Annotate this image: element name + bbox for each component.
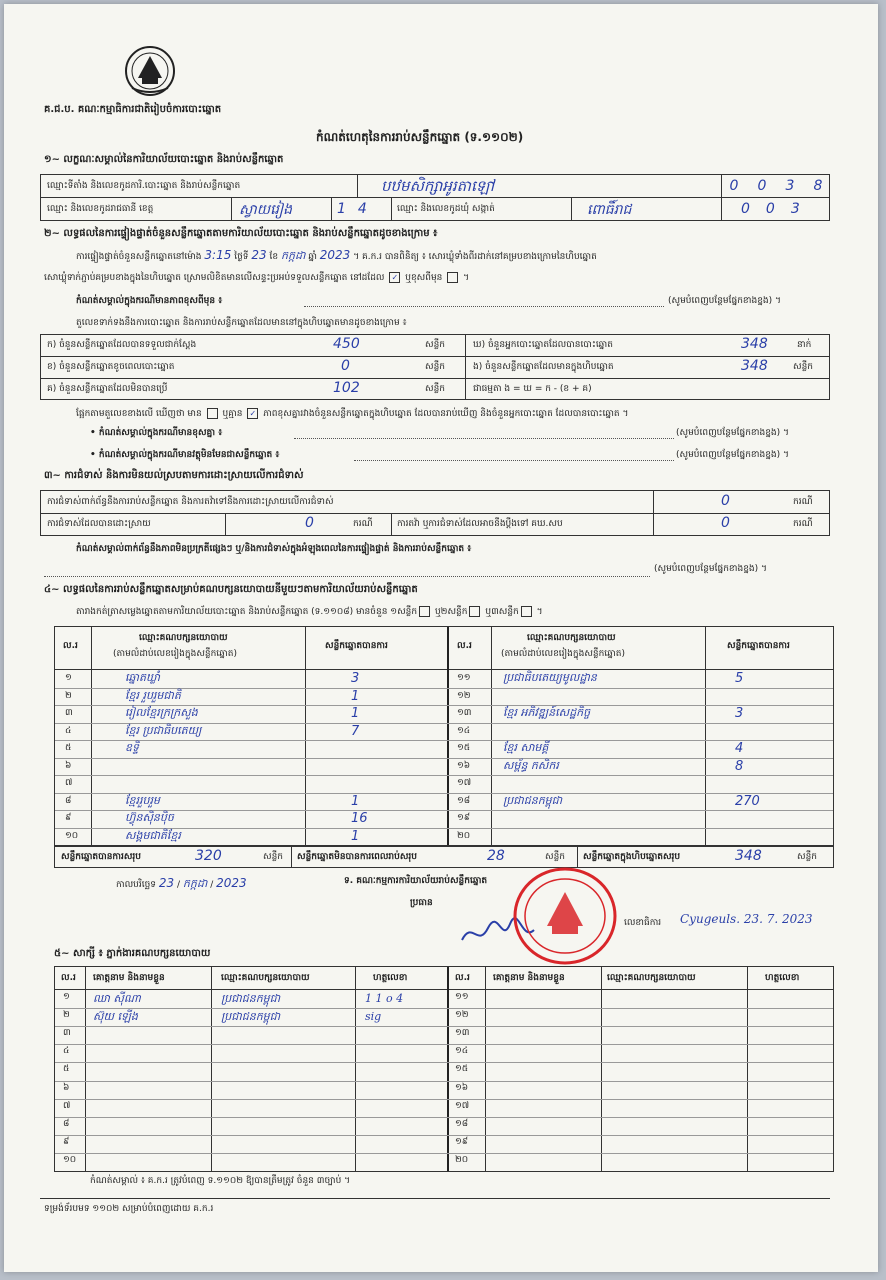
total-invalid-value: 28 <box>487 848 505 864</box>
witness-row-number: ៨ <box>63 1118 70 1129</box>
row-number: ១៥ <box>457 743 471 753</box>
two-sheets-checkbox[interactable] <box>469 606 480 617</box>
row-number: ១៧ <box>457 778 472 788</box>
row-number: ៤ <box>65 725 72 736</box>
bullet1: • កំណត់សម្គាល់ក្នុងករណីមានខុសគ្នា ៖ <box>90 428 223 438</box>
verification-day: 23 <box>251 248 267 262</box>
count-c-value: 102 <box>333 380 360 396</box>
tally-sheets-line: តារាងកត់ត្រាសម្លេងឆ្នោតតាមការិយាល័យបោះឆ្នោត និងរាប់សន្លឹកឆ្នោត (ទ.១១០៨) មានចំនួន ១សន្លឹក ឬ២សន្លឹក ឬ៣សន្លឹក ។ <box>76 607 543 617</box>
row-number: ១៦ <box>457 760 471 771</box>
party-name: ខ្មែរ អភិវឌ្ឍន៍សេដ្ឋកិច្ច <box>503 706 591 719</box>
party-votes: 1 <box>351 828 360 844</box>
witness-signature: 1 1 o 4 <box>365 992 404 1005</box>
appeal-value: 0 <box>721 515 730 531</box>
party-name: សម្ព័ន្ធ កសិករ <box>503 758 559 772</box>
form-title: កំណត់ហេតុនៃការរាប់សន្លឹកឆ្នោត (ទ.១១០២) <box>316 130 524 144</box>
witness-row-number: ១៦ <box>455 1082 469 1093</box>
verification-month: កក្កដា <box>281 249 306 262</box>
party-votes: 1 <box>351 706 360 721</box>
resolved-label: ការជំទាស់ដែលបានដោះស្រាយ <box>47 519 151 529</box>
party-votes: 1 <box>351 688 360 704</box>
section4-heading: ៤~ លទ្ធផលនៃការរាប់សន្លឹកឆ្នោតសម្រាប់គណបក្សនយោបាយនីមួយៗតាមការិយាល័យរាប់សន្លឹកឆ្នោត <box>44 584 418 595</box>
complaints-table: ការជំទាស់ពាក់ព័ន្ធនឹងការរាប់សន្លឹកឆ្នោត និងការតវ៉ាទៅនឹងការដោះស្រាយលើការជំទាស់ 0 ករណី ការជំទាស់ដែលបានដោះស្រាយ 0 ករណី ការតវ៉ា ឬការជំទាស់ដែលអាចនឹងប្តឹងទៅ គឃ.សប 0 ករណី <box>40 490 830 536</box>
official-stamp-icon <box>512 866 618 966</box>
count-d-value: 348 <box>741 336 768 352</box>
row-number: ១៤ <box>457 725 471 736</box>
count-a-label: ក) ចំនួនសន្លឹកឆ្នោតដែលបានទទួលជាក់ស្តែង <box>47 340 197 350</box>
party-name: ខ្មែររួបរួម <box>125 793 160 807</box>
nec-logo-icon <box>122 44 178 98</box>
witness-row-number: ១២ <box>455 1010 469 1021</box>
bullet1-field[interactable] <box>294 438 674 439</box>
resolved-value: 0 <box>305 515 314 531</box>
location-code: 0 0 3 8 <box>729 178 823 194</box>
witness-row-number: ៥ <box>63 1064 70 1075</box>
note1-label: កំណត់សម្គាល់ក្នុងករណីមានភាពខុសពីមុន ៖ <box>76 296 223 306</box>
party-name: ប្រជាជនកម្ពុជា <box>503 793 563 807</box>
counts-table: ក) ចំនួនសន្លឹកឆ្នោតដែលបានទទួលជាក់ស្តែង 450 សន្លឹក ឃ) ចំនួនអ្នកបោះឆ្នោតដែលបានបោះឆ្នោត 348 នាក់ ខ) ចំនួនសន្លឹកឆ្នោតខូចពេលបោះឆ្នោត 0 សន្លឹក ង) ចំនួនសន្លឹកឆ្នោតដែលមានក្នុងហិបឆ្នោត 348 សន្លឹក គ) ចំនួនសន្លឹកឆ្នោតដែលមិនបានប្រើ 102 សន្លឹក ជាធម្មតា ង = ឃ = ក - (ខ + គ) <box>40 334 830 400</box>
no-difference-checkbox[interactable]: ✓ <box>247 408 258 419</box>
irregularity-field[interactable] <box>44 576 650 577</box>
secretary-label: លេខាធិការ <box>624 918 662 928</box>
row-number: ១៣ <box>457 708 472 718</box>
same-checkbox[interactable]: ✓ <box>389 272 400 283</box>
section2-heading: ២~ លទ្ធផលនៃការផ្ទៀងផ្ទាត់ចំនួនសន្លឹកឆ្នោតតាមការិយាល័យបោះឆ្នោត និងរាប់សន្លឹកឆ្នោតដូចខាងក្រោម ៖ <box>44 228 438 239</box>
witness-rows <box>55 990 833 1171</box>
chair-label: ប្រធាន <box>410 898 433 908</box>
count-e-label: ង) ចំនួនសន្លឹកឆ្នោតដែលមានក្នុងហិបឆ្នោត <box>473 362 614 372</box>
party-votes: 16 <box>351 811 368 826</box>
commune-code: 0 0 3 <box>741 201 800 217</box>
note1-hint: (សូមបំពេញបន្ថែមផ្នែកខាងខ្នង) ។ <box>668 296 781 306</box>
count-b-value: 0 <box>341 358 350 374</box>
party-name: ខ្មែរ សាមគ្គី <box>503 741 549 754</box>
commune-label: ឈ្មោះ និងលេខកូដឃុំ សង្កាត់ <box>397 204 495 214</box>
witness-row-number: ៩ <box>63 1136 70 1147</box>
org-name: គ.ជ.ប. គណៈកម្មាធិការជាតិរៀបចំការបោះឆ្នោត <box>44 104 222 115</box>
witness-row-number: ១១ <box>455 992 469 1002</box>
witness-row-number: ២ <box>63 1010 70 1021</box>
different-checkbox[interactable] <box>447 272 458 283</box>
row-number: ២០ <box>457 830 471 841</box>
witness-row-number: ៤ <box>63 1046 70 1057</box>
footnote: កំណត់សម្គាល់ ៖ គ.ក.រ ត្រូវបំពេញ ទ.១១០២ ឱ្យបានត្រឹមត្រូវ ចំនួន ៣ច្បាប់ ។ <box>90 1176 351 1186</box>
count-formula: ជាធម្មតា ង = ឃ = ក - (ខ + គ) <box>473 384 592 394</box>
totals-row: សន្លឹកឆ្នោតបានការសរុប 320 សន្លឹក សន្លឹកឆ្នោតមិនបានការពេលរាប់សរុប 28 សន្លឹក សន្លឹកឆ្នោតក្នុងហិបឆ្នោតសរុប 348 សន្លឹក <box>54 846 834 868</box>
row-number: ៧ <box>65 778 73 788</box>
row-number: ១៨ <box>457 795 471 806</box>
witness-name: ឈា ស៊ីណា <box>93 992 141 1005</box>
appeal-label: ការតវ៉ា ឬការជំទាស់ដែលអាចនឹងប្តឹងទៅ គឃ.សប <box>397 519 563 529</box>
verification-time: 3:15 <box>204 248 232 262</box>
count-d-label: ឃ) ចំនួនអ្នកបោះឆ្នោតដែលបានបោះឆ្នោត <box>473 340 613 350</box>
note1-field[interactable] <box>304 306 664 307</box>
count-a-value: 450 <box>333 336 360 352</box>
row-number: ១២ <box>457 690 471 701</box>
total-valid-label: សន្លឹកឆ្នោតបានការសរុប <box>61 852 141 862</box>
count-b-label: ខ) ចំនួនសន្លឹកឆ្នោតខូចពេលបោះឆ្នោត <box>47 362 175 372</box>
witness-row-number: ១៧ <box>455 1100 470 1111</box>
location-label: ឈ្មោះទីតាំង និងលេខកូដការិ.បោះឆ្នោត និងរាប់សន្លឹកឆ្នោត <box>47 181 241 191</box>
footer-text: ទម្រង់ទ័របមទ ១១០២ សម្រាប់បំពេញដោយ គ.ក.រ <box>44 1204 214 1214</box>
has-difference-checkbox[interactable] <box>207 408 218 419</box>
witness-row-number: ៣ <box>63 1028 71 1039</box>
witness-row-number: ១៤ <box>455 1046 469 1057</box>
witness-party: ប្រជាជនកម្ពុជា <box>221 1010 281 1024</box>
one-sheet-checkbox[interactable] <box>419 606 430 617</box>
witness-row-number: ១៥ <box>455 1064 469 1075</box>
province-label: ឈ្មោះ និងលេខកូដរាជធានី ខេត្ត <box>47 204 154 214</box>
row-number: ៥ <box>65 743 72 753</box>
verification-line2: សោឃ្លុំទាក់ភ្ជាប់គម្របខាងក្នុងនៃហិបឆ្នោត ស្រោមលិខិតមានលើសន្ទះប្រអប់ទទួលសន្លឹកឆ្នោត នៅដដែល ✓ ឬខុសពីមុន ។ <box>44 273 470 283</box>
party-name: ប្រជាធិបតេយ្យមូលដ្ឋាន <box>503 671 597 684</box>
bullet2-field[interactable] <box>354 460 674 461</box>
section5-heading: ៥~ សាក្សី ៖ ភ្នាក់ងារគណបក្សនយោបាយ <box>54 948 211 959</box>
witness-row-number: ១៣ <box>455 1028 470 1039</box>
witness-row-number: ១០ <box>63 1154 77 1165</box>
party-name: រៀលខ្មែរក្រក្រសួង <box>125 706 198 719</box>
date-year: 2023 <box>216 876 247 890</box>
witness-row-number: ១៨ <box>455 1118 469 1129</box>
witness-table: ល.រ គោត្តនាម និងនាមខ្លួន ឈ្មោះគណបក្សនយោបាយ ហត្ថលេខា ល.រ គោត្តនាម និងនាមខ្លួន ឈ្មោះគណបក្សនយោបាយ ហត្ថលេខា ១ ឈា ស៊ីណា ប្រជាជនកម្ពុជា 1 1 o 4 ១១ ២ ស៊ុយ ឡើង ប្រជាជនកម្ពុជា sig ១២ ៣ ១៣ ៤ ១៤ ៥ ១៥ ៦ ១៦ ៧ ១៧ ៨ ១៨ ៩ ១៩ ១០ ២០ <box>54 966 834 1172</box>
verification-line1: ការផ្ទៀងផ្ទាត់ចំនួនសន្លឹកឆ្នោតនៅម៉ោង 3:15 ថ្ងៃទី 23 ខែ កក្កដា ឆ្នាំ 2023 ។ គ.ក.រ បានពិនិត្យ ៖ សោរឃ្លុំទាំងពីរដាក់នៅគម្របខាងក្រោមនៃហិបឆ្នោត <box>76 248 597 262</box>
section1-row1 <box>40 174 830 198</box>
committee-label: ទ. គណៈកម្មការការិយាល័យរាប់សន្លឹកឆ្នោត <box>344 876 488 886</box>
row-number: ៦ <box>65 760 72 771</box>
witness-row-number: ៧ <box>63 1100 71 1111</box>
total-box-label: សន្លឹកឆ្នោតក្នុងហិបឆ្នោតសរុប <box>583 852 681 862</box>
party-name: ខ្មែរ ប្រជាធិបតេយ្យ <box>125 723 202 737</box>
section3-heading: ៣~ ការជំទាស់ និងការមិនយល់ស្របតាមការដោះស្រាយលើការជំទាស់ <box>44 470 304 481</box>
row-number: ១៩ <box>457 813 471 823</box>
date-month: កក្កដា <box>182 877 208 890</box>
count-c-label: គ) ចំនួនសន្លឹកឆ្នោតដែលមិនបានប្រើ <box>47 384 168 394</box>
commune-value: ពោធិ៍រាជ <box>587 202 632 218</box>
total-box-value: 348 <box>735 848 762 864</box>
bullet2: • កំណត់សម្គាល់ក្នុងករណីមានវត្ថុមិនមែនជាសន្លឹកឆ្នោត ៖ <box>90 450 280 460</box>
party-votes: 1 <box>351 793 360 809</box>
witness-row-number: ៦ <box>63 1082 70 1093</box>
province-value: ស្វាយរៀង <box>239 202 293 218</box>
witness-signature: sig <box>365 1010 382 1024</box>
row-number: ១១ <box>457 673 471 683</box>
party-votes: 7 <box>351 723 360 739</box>
section1-row2 <box>40 197 830 221</box>
row-number: ៩ <box>65 813 72 823</box>
count-e-value: 348 <box>741 358 768 374</box>
province-code: 1 4 <box>337 201 367 217</box>
party-votes: 3 <box>735 706 744 721</box>
results-table: ល.រ ឈ្មោះគណបក្សនយោបាយ (តាមលំដាប់លេខរៀងក្នុងសន្លឹកឆ្នោត) សន្លឹកឆ្នោតបានការ ល.រ ឈ្មោះគណបក្សនយោបាយ (តាមលំដាប់លេខរៀងក្នុងសន្លឹកឆ្នោត) សន្លឹកឆ្នោតបានការ ១ ឆ្នោតឃ្លាំ 3 ១១ ប្រជាធិបតេយ្យមូលដ្ឋាន 5 ២ ខ្មែរ រួបរួមជាតិ 1 ១២ ៣ រៀលខ្មែរក្រក្រសួង 1 ១៣ ខ្មែរ អភិវឌ្ឍន៍សេដ្ឋកិច្ច 3 ៤ ខ្មែរ ប្រជាធិបតេយ្យ 7 ១៤ ៥ ឧទ្ទិ ១៥ ខ្មែរ សាមគ្គី 4 ៦ ១៦ សម្ព័ន្ធ កសិករ 8 ៧ ១៧ ៨ ខ្មែររួបរួម 1 ១៨ ប្រជាជនកម្ពុជា 270 ៩ ហ៊្វុនស៊ិនប៉ិច 16 ១៩ ១០ សង្គមជាតិខ្មែរ 1 ២០ <box>54 626 834 846</box>
difference-line: ផ្អែកតាមតួលេខខាងលើ ឃើញថា មាន ឬគ្មាន ✓ ភាពខុសគ្នារវាងចំនួនសន្លឹកឆ្នោតក្នុងហិបឆ្នោត ដែលបានរាប់ឃើញ និងចំនួនអ្នកបោះឆ្នោត ដែលបានបោះឆ្នោត ។ <box>76 409 629 419</box>
date-line: កាលបរិច្ឆេទ 23 / កក្កដា / 2023 <box>116 876 247 890</box>
three-sheets-checkbox[interactable] <box>521 606 532 617</box>
party-votes: 4 <box>735 741 744 756</box>
section1-heading: ១~ លក្ខណៈសម្គាល់នៃការិយាល័យបោះឆ្នោត និងរាប់សន្លឹកឆ្នោត <box>44 154 284 165</box>
total-valid-value: 320 <box>195 848 222 864</box>
party-votes: 3 <box>351 671 360 686</box>
party-name: ឧទ្ទិ <box>125 741 139 754</box>
witness-party: ប្រជាជនកម្ពុជា <box>221 992 281 1005</box>
date-day: 23 <box>158 876 175 890</box>
row-number: ១០ <box>65 830 79 841</box>
row-number: ៨ <box>65 795 72 806</box>
complaints-label: ការជំទាស់ពាក់ព័ន្ធនឹងការរាប់សន្លឹកឆ្នោត និងការតវ៉ាទៅនឹងការដោះស្រាយលើការជំទាស់ <box>47 497 334 507</box>
party-name: សង្គមជាតិខ្មែរ <box>125 828 181 842</box>
form-sheet: គ.ជ.ប. គណៈកម្មាធិការជាតិរៀបចំការបោះឆ្នោត កំណត់ហេតុនៃការរាប់សន្លឹកឆ្នោត (ទ.១១០២) ១~ លក្ខណៈសម្គាល់នៃការិយាល័យបោះឆ្នោត និងរាប់សន្លឹកឆ្នោត ឈ្មោះទីតាំង និងលេខកូដការិ.បោះឆ្នោត និងរាប់សន្លឹកឆ្នោត បឋមសិក្សាអូរតាឡៅ 0 0 3 8 ឈ្មោះ និងលេខកូដរាជធានី ខេត្ត ស្វាយរៀង 1 4 ឈ្មោះ និងលេខកូដឃុំ សង្កាត់ ពោធិ៍រាជ 0 0 3 ២~ លទ្ធផលនៃការផ្ទៀងផ្ទាត់ចំនួនសន្លឹកឆ្នោតតាមការិយាល័យបោះឆ្នោត និងរាប់សន្លឹកឆ្នោតដូចខាងក្រោម ៖ ការផ្ទៀងផ្ទាត់ចំនួនសន្លឹកឆ្នោតនៅម៉ោង 3:15 ថ្ងៃទី 23 ខែ កក្កដា ឆ្នាំ 2023 ។ គ.ក.រ បានពិនិត្យ ៖ សោរឃ្លុំទាំងពីរដាក់នៅគម្របខាងក្រោមនៃហិបឆ្នោត សោឃ្លុំទាក់ភ្ជាប់គម្របខាងក្នុងនៃហិបឆ្នោត ស្រោមលិខិតមានលើសន្ទះប្រអប់ទទួលសន្លឹកឆ្នោត នៅដដែល ✓ ឬខុសពីមុន ។ កំណត់សម្គាល់ក្នុងករណីមានភាពខុសពីមុន ៖ (សូមបំពេញបន្ថែមផ្នែកខាងខ្នង) ។ តួលេខទាក់ទងនឹងការបោះឆ្នោត និងការរាប់សន្លឹកឆ្នោតដែលមាននៅក្នុងហិបឆ្នោតមានដូចខាងក្រោម ៖ ក) ចំនួនសន្លឹកឆ្នោតដែលបានទទួលជាក់ស្តែង 450 សន្លឹក ឃ) ចំនួនអ្នកបោះឆ្នោតដែលបានបោះឆ្នោត 348 នាក់ ខ) ចំនួនសន្លឹកឆ្នោតខូចពេលបោះឆ្នោត 0 សន្លឹក ង) ចំនួនសន្លឹកឆ្នោតដែលមានក្នុងហិបឆ្នោត 348 សន្លឹក គ) ចំនួនសន្លឹកឆ្នោតដែលមិនបានប្រើ 102 សន្លឹក ជាធម្មតា ង = ឃ = ក - (ខ + គ) ផ្អែកតាមតួលេខខាងលើ ឃើញថា មាន ឬគ្មាន ✓ ភាពខុសគ្នារវាងចំនួនសន្លឹកឆ្នោតក្នុងហិបឆ្នោត ដែលបានរាប់ឃើញ និងចំនួនអ្នកបោះឆ្នោត ដែលបានបោះឆ្នោត ។ • កំណត់សម្គាល់ក្នុងករណីមានខុសគ្នា ៖ (សូមបំពេញបន្ថែមផ្នែកខាងខ្នង) ។ • កំណត់សម្គាល់ក្នុងករណីមានវត្ថុមិនមែនជាសន្លឹកឆ្នោត ៖ (សូមបំពេញបន្ថែមផ្នែកខាងខ្នង) ។ ៣~ ការជំទាស់ និងការមិនយល់ស្របតាមការដោះស្រាយលើការជំទាស់ ការជំទាស់ពាក់ព័ន្ធនឹងការរាប់សន្លឹកឆ្នោត និងការតវ៉ាទៅនឹងការដោះស្រាយលើការជំទាស់ 0 ករណី ការជំទាស់ដែលបានដោះស្រាយ 0 ករណី ការតវ៉ា ឬការជំទាស់ដែលអាចនឹងប្តឹងទៅ គឃ.សប 0 ករណី កំណត់សម្គាល់ពាក់ព័ន្ធនឹងភាពមិនប្រក្រតីផ្សេងៗ ឬ/និងការជំទាស់ក្នុងអំឡុងពេលនៃការផ្ទៀងផ្ទាត់ និងការរាប់សន្លឹកឆ្នោត ៖ (សូមបំពេញបន្ថែមផ្នែកខាងខ្នង) ។ ៤~ លទ្ធផលនៃការរាប់សន្លឹកឆ្នោតសម្រាប់គណបក្សនយោបាយនីមួយៗតាមការិយាល័យរាប់សន្លឹកឆ្នោត តារាងកត់ត្រាសម្លេងឆ្នោតតាមការិយាល័យបោះឆ្នោត និងរាប់សន្លឹកឆ្នោត (ទ.១១០៨) មានចំនួន ១សន្លឹក ឬ២សន្លឹក ឬ៣សន្លឹក ។ ល.រ ឈ្មោះគណបក្សនយោបាយ (តាមលំដាប់លេខរៀងក្នុងសន្លឹកឆ្នោត) សន្លឹកឆ្នោតបានការ ល.រ ឈ្មោះគណបក្សនយោបាយ (តាមលំដាប់លេខរៀងក្នុងសន្លឹកឆ្នោត) សន្លឹកឆ្នោតបានការ ១ ឆ្នោតឃ្លាំ 3 ១១ ប្រជាធិបតេយ្យមូលដ្ឋាន 5 ២ ខ្មែរ រួបរួមជាតិ 1 ១២ ៣ រៀលខ្មែរក្រក្រសួង 1 ១៣ ខ្មែរ អភិវឌ្ឍន៍សេដ្ឋកិច្ច 3 ៤ ខ្មែរ ប្រជាធិបតេយ្យ 7 ១៤ ៥ ឧទ្ទិ ១៥ ខ្មែរ សាមគ្គី 4 ៦ ១៦ សម្ព័ន្ធ កសិករ 8 ៧ ១៧ ៨ ខ្មែររួបរួម 1 ១៨ ប្រជាជនកម្ពុជា 270 ៩ ហ៊្វុនស៊ិនប៉ិច 16 ១៩ ១០ សង្គមជាតិខ្មែរ 1 ២០ សន្លឹកឆ្នោតបានការសរុប 320 សន្លឹក សន្លឹកឆ្នោតមិនបានការពេលរាប់សរុប 28 សន្លឹក សន្លឹកឆ្នោតក្នុងហិបឆ្នោតសរុប 348 សន្លឹក កាលបរិច្ឆេទ 23 / កក្កដា / 2023 ទ. គណៈកម្មការការិយាល័យរាប់សន្លឹកឆ្នោត ប្រធាន លេខាធិការ Cyugeuls. 23. 7. 2023 ៥~ សាក្សី ៖ ភ្នាក់ងារគណបក្សនយោបាយ ល.រ គោត្តនាម និងនាមខ្លួន ឈ្មោះគណបក្សនយោបាយ ហត្ថលេខា ល.រ គោត្តនាម និងនាមខ្លួន ឈ្មោះគណបក្សនយោបាយ ហត្ថលេខា ១ ឈា ស៊ីណា ប្រជាជនកម្ពុជា 1 1 o 4 ១១ ២ ស៊ុយ ឡើង ប្រជាជនកម្ពុជា sig ១២ ៣ ១៣ ៤ ១៤ ៥ ១៥ ៦ ១៦ ៧ ១៧ ៨ ១៨ ៩ ១៩ ១០ ២០ កំណត់សម្គាល់ ៖ គ.ក.រ ត្រូវបំពេញ ទ.១១០២ ឱ្យបានត្រឹមត្រូវ ចំនួន ៣ច្បាប់ ។ ទម្រង់ទ័របមទ ១១០២ សម្រាប់បំពេញដោយ គ.ក.រ <box>4 4 878 1272</box>
party-name: ខ្មែរ រួបរួមជាតិ <box>125 688 181 702</box>
complaints-value: 0 <box>721 493 730 509</box>
secretary-signature: Cyugeuls. 23. 7. 2023 <box>680 912 813 926</box>
party-votes: 5 <box>735 671 744 686</box>
irregularity-note: កំណត់សម្គាល់ពាក់ព័ន្ធនឹងភាពមិនប្រក្រតីផ្សេងៗ ឬ/និងការជំទាស់ក្នុងអំឡុងពេលនៃការផ្ទៀងផ្ទាត់ និងការរាប់សន្លឹកឆ្នោត ៖ <box>76 544 472 554</box>
row-number: ១ <box>65 673 72 683</box>
witness-row-number: ១៩ <box>455 1136 469 1147</box>
total-invalid-label: សន្លឹកឆ្នោតមិនបានការពេលរាប់សរុប <box>297 852 417 862</box>
location-value: បឋមសិក្សាអូរតាឡៅ <box>381 177 495 195</box>
party-name: ឆ្នោតឃ្លាំ <box>125 671 160 684</box>
row-number: ៣ <box>65 708 73 718</box>
party-votes: 270 <box>735 793 760 809</box>
row-number: ២ <box>65 690 72 701</box>
party-name: ហ៊្វុនស៊ិនប៉ិច <box>125 811 174 824</box>
verification-year: 2023 <box>319 248 351 262</box>
witness-row-number: ២០ <box>455 1154 469 1165</box>
count-intro: តួលេខទាក់ទងនឹងការបោះឆ្នោត និងការរាប់សន្លឹកឆ្នោតដែលមាននៅក្នុងហិបឆ្នោតមានដូចខាងក្រោម ៖ <box>76 318 407 328</box>
results-rows <box>55 670 833 845</box>
witness-name: ស៊ុយ ឡើង <box>93 1010 138 1024</box>
party-votes: 8 <box>735 758 744 774</box>
witness-row-number: ១ <box>63 992 70 1002</box>
